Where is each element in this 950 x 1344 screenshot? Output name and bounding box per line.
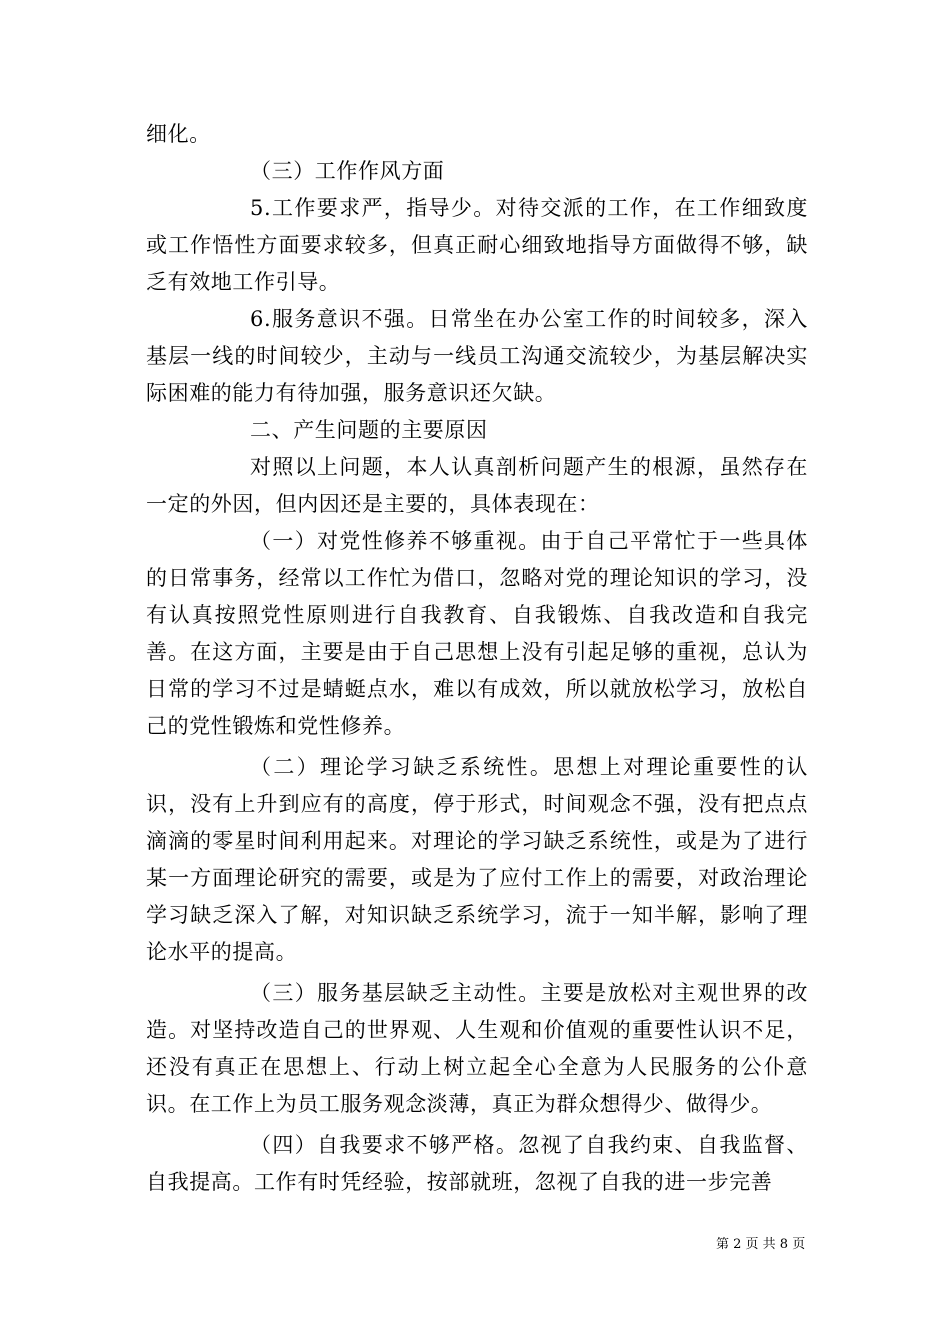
paragraph-cause-2: （二）理论学习缺乏系统性。思想上对理论重要性的认识，没有上升到应有的高度，停于形式，时间观念不强，没有把点点滴滴的零星时间利用起来。对理论的学习缺乏系统性，或是为了进行某一方面理论研究的需要，或是为了应付工作上的需要，对政治理论学习缺乏深入了解，对知识缺乏系统学习，流于一知半解，影响了理论水平的提高。 bbox=[146, 755, 808, 964]
paragraph-causes-intro: 对照以上问题，本人认真剖析问题产生的根源，虽然存在一定的外因，但内因还是主要的，具体表现在： bbox=[146, 455, 808, 516]
page-number-footer: 第 2 页 共 8 页 bbox=[716, 1237, 806, 1252]
section-heading-main-causes: 二、产生问题的主要原因 bbox=[250, 418, 488, 442]
section-heading-work-style: （三）工作作风方面 bbox=[250, 159, 445, 183]
paragraph-cause-4: （四）自我要求不够严格。忽视了自我约束、自我监督、自我提高。工作有时凭经验，按部就班，忽视了自我的进一步完善 bbox=[146, 1133, 808, 1194]
document-body bbox=[146, 116, 808, 1201]
paragraph-item-6: 6.服务意识不强。日常坐在办公室工作的时间较多，深入基层一线的时间较少，主动与一线员工沟通交流较少，为基层解决实际困难的能力有待加强，服务意识还欠缺。 bbox=[146, 307, 808, 405]
paragraph-item-5: 5.工作要求严，指导少。对待交派的工作，在工作细致度或工作悟性方面要求较多，但真正耐心细致地指导方面做得不够，缺乏有效地工作引导。 bbox=[146, 196, 808, 294]
paragraph-continuation: 细化。 bbox=[146, 122, 211, 146]
paragraph-cause-1: （一）对党性修养不够重视。由于自己平常忙于一些具体的日常事务，经常以工作忙为借口，忽略对党的理论知识的学习，没有认真按照党性原则进行自我教育、自我锻炼、自我改造和自我完善。在这方面，主要是由于自己思想上没有引起足够的重视，总认为日常的学习不过是蜻蜓点水，难以有成效，所以就放松学习，放松自己的党性锻炼和党性修养。 bbox=[146, 529, 808, 738]
paragraph-cause-3: （三）服务基层缺乏主动性。主要是放松对主观世界的改造。对坚持改造自己的世界观、人生观和价值观的重要性认识不足，还没有真正在思想上、行动上树立起全心全意为人民服务的公仆意识。在工作上为员工服务观念淡薄，真正为群众想得少、做得少。 bbox=[146, 981, 808, 1116]
